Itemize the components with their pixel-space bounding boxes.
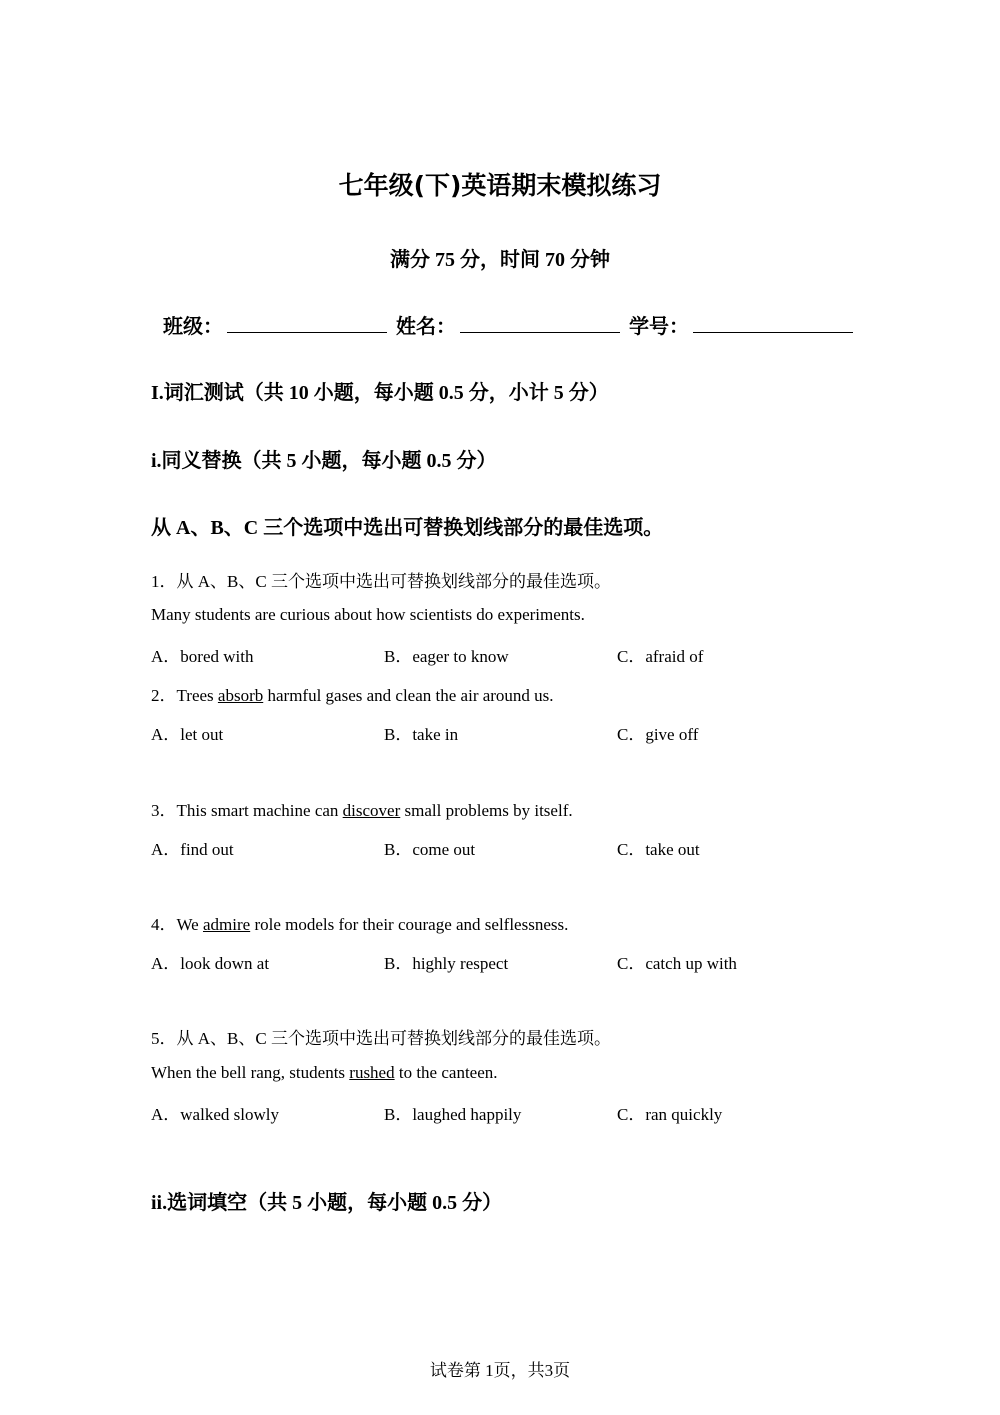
question-1-prompt <box>151 567 611 592</box>
underlined-word: admire <box>202 915 251 934</box>
section-heading: I.词汇测试（共 10 小题，每小题 0.5 分，小计 5 分） <box>151 382 609 404</box>
sentence-part: to the canteen. <box>394 1063 498 1082</box>
question-number: 3． <box>151 801 177 820</box>
class-label: 班级： <box>163 316 223 338</box>
question-4-option-c[interactable]: C．catch up with <box>617 954 737 973</box>
sentence-part: harmful gases and clean the air around us. <box>263 686 554 705</box>
page-title: 七年级(下)英语期末模拟练习 <box>338 171 662 200</box>
question-4-sentence <box>151 910 568 935</box>
underlined-word: discover <box>342 801 401 820</box>
question-5-option-b[interactable]: B．laughed happily <box>384 1105 522 1124</box>
question-prompt: 从 A、B、C 三个选项中选出可替换划线部分的最佳选项。 <box>176 1029 611 1048</box>
question-3-option-c[interactable]: C．take out <box>617 840 700 859</box>
part-heading: ii.选词填空（共 5 小题，每小题 0.5 分） <box>151 1192 503 1214</box>
page-subtitle: 满分 75 分，时间 70 分钟 <box>390 249 610 271</box>
question-number: 4． <box>151 915 177 934</box>
part-instruction: 从 A、B、C 三个选项中选出可替换划线部分的最佳选项。 <box>151 517 664 539</box>
question-1-option-c[interactable]: C．afraid of <box>617 647 704 666</box>
sentence-part: small problems by itself. <box>400 801 573 820</box>
name-blank <box>460 316 620 333</box>
part-heading: i.同义替换（共 5 小题，每小题 0.5 分） <box>151 450 497 472</box>
underlined-word: absorb <box>217 686 264 705</box>
underlined-word: rushed <box>349 1063 395 1082</box>
question-5-option-c[interactable]: C．ran quickly <box>617 1105 723 1124</box>
question-1-sentence: Many students are curious about how scientists do experiments. <box>151 605 585 624</box>
question-4-option-b[interactable]: B．highly respect <box>384 954 509 973</box>
question-number: 2． <box>151 686 177 705</box>
sentence-part: role models for their courage and selflessness. <box>250 915 569 934</box>
sentence-part: We <box>176 915 203 934</box>
question-4-option-a[interactable]: A．look down at <box>151 954 270 973</box>
sentence-part: Trees <box>176 686 218 705</box>
question-number: 5． <box>151 1029 177 1048</box>
question-5-prompt <box>151 1024 611 1049</box>
question-2-option-c[interactable]: C．give off <box>617 725 699 744</box>
question-5-sentence <box>151 1063 498 1083</box>
question-2-sentence <box>151 681 554 706</box>
question-number: 1． <box>151 572 177 591</box>
question-3-option-a[interactable]: A．find out <box>151 840 234 859</box>
sentence-part: This smart machine can <box>176 801 343 820</box>
page-footer: 试卷第 1页，共3页 <box>429 1361 571 1380</box>
id-label: 学号： <box>629 316 689 338</box>
question-3-option-b[interactable]: B．come out <box>384 840 476 859</box>
question-5-option-a[interactable]: A．walked slowly <box>151 1105 279 1124</box>
question-prompt: 从 A、B、C 三个选项中选出可替换划线部分的最佳选项。 <box>176 572 611 591</box>
id-blank <box>693 316 853 333</box>
sentence-part: When the bell rang, students <box>151 1063 350 1082</box>
question-1-option-b[interactable]: B．eager to know <box>384 647 509 666</box>
name-label: 姓名： <box>396 316 456 338</box>
question-3-sentence <box>151 796 573 821</box>
class-blank <box>227 316 387 333</box>
question-1-option-a[interactable]: A．bored with <box>151 647 254 666</box>
question-2-option-b[interactable]: B．take in <box>384 725 459 744</box>
student-info-line <box>163 310 857 339</box>
question-2-option-a[interactable]: A．let out <box>151 725 224 744</box>
